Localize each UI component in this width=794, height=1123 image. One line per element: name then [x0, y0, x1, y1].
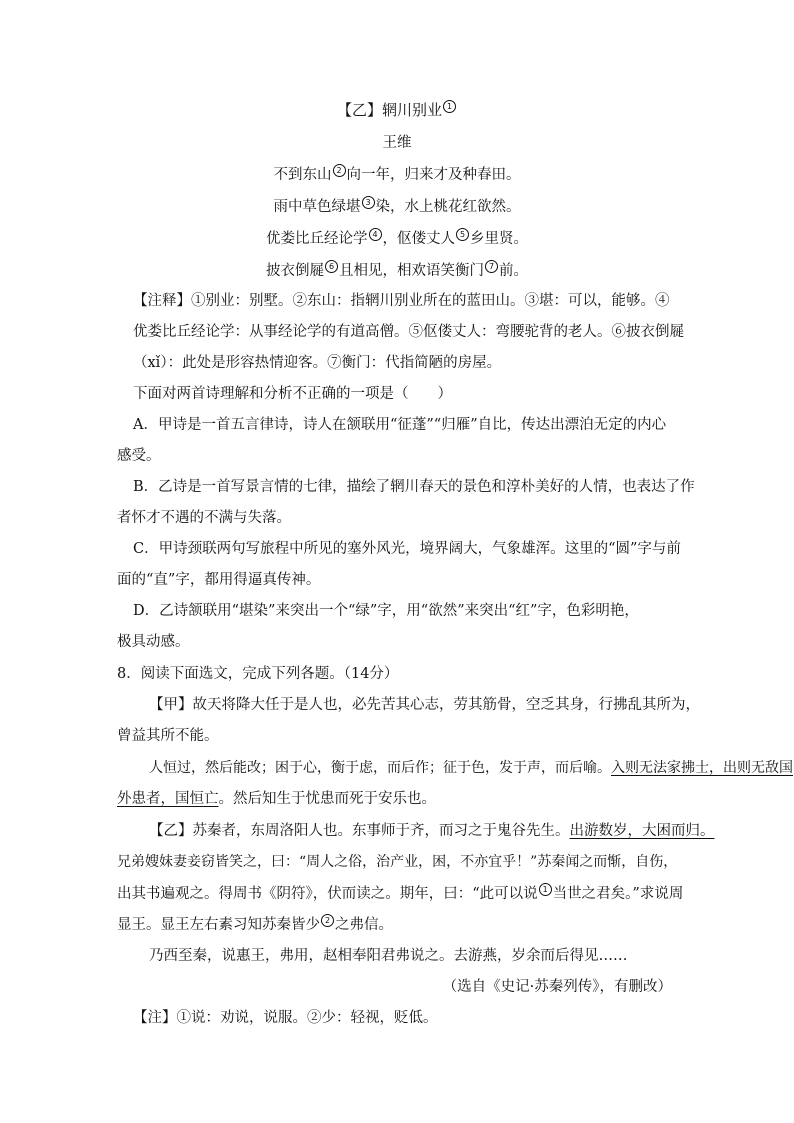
passage-jia-line-1: 【甲】故天将降大任于是人也，必先苦其心志，劳其筋骨，空乏其身，行拂乱其所为，: [149, 697, 700, 713]
poem-line-text: 染，水上桃花红欲然。: [375, 198, 521, 215]
passage-text: 当世之君矣。”求说周: [552, 885, 684, 902]
poem-line-text: 向一年，归来才及种春田。: [346, 166, 521, 183]
option-a-line-1: A．甲诗是一首五言律诗，诗人在颔联用“征蓬”“归雁”自比，传达出漂泊无定的内心: [133, 417, 667, 433]
footnote-marker-4: 4: [369, 228, 382, 241]
poem-line-text: 前。: [499, 262, 528, 279]
passage-jia-line-3: [149, 758, 793, 778]
poem-notes-line-3: （xǐ）：此处是形容热情迎客。⑦衡门：代指简陋的房屋。: [133, 355, 502, 371]
poem-line-text: 不到东山: [273, 166, 332, 183]
option-b-line-2: 者怀才不遇的不满与失落。: [117, 510, 291, 526]
poem-notes-line-1: 【注释】①别业：别墅。②东山：指辋川别业所在的蓝田山。③堪：可以，能够。④: [133, 293, 670, 309]
question-8-heading: 8．阅读下面选文，完成下列各题。（14分）: [117, 666, 399, 682]
poem-line-text: 且相见，相欢语笑衡门: [339, 262, 484, 279]
option-a-line-2: 感受。: [117, 448, 161, 464]
poem-line-4: [0, 260, 794, 281]
passage-jia-line-2: 曾益其所不能。: [117, 728, 219, 744]
passage-yi-line-3: [117, 883, 683, 904]
poem-title: [0, 100, 794, 120]
option-c-line-1: C．甲诗颈联两句写旅程中所见的塞外风光，境界阔大，气象雄浑。这里的“圆”字与前: [133, 541, 681, 557]
footnote-marker-7: 7: [485, 260, 498, 273]
passage-text: 人恒过，然后能改；困于心，衡于虑，而后作；征于色，发于声，而后喻。: [149, 760, 611, 776]
passage-yi-line-5: 乃西至秦，说惠王，弗用，赵相奉阳君弗说之。去游燕，岁余而后得见……: [149, 948, 628, 964]
poem-line-text: 乡里贤。: [470, 230, 528, 247]
poem-author: 王维: [382, 135, 412, 151]
footnote-marker-5: 5: [456, 228, 469, 241]
footnote-marker-2: 2: [333, 164, 346, 177]
passage-text: 显王。显王左右素习知苏秦皆少: [117, 916, 320, 933]
poem-line-2: [0, 196, 794, 217]
footnote-marker-3: 3: [362, 196, 375, 209]
poem-title-text: 【乙】辋川别业: [336, 101, 442, 119]
passage-source: （选自《史记·苏秦列传》，有删改）: [442, 979, 672, 995]
passage-text: 【乙】苏秦者，东周洛阳人也。东事师于齐，而习之于鬼谷先生。: [149, 823, 570, 839]
passage-text: 出其书遍观之。得周书《阴符》，伏而读之。期年，曰：“此可以说: [117, 885, 538, 902]
option-d-line-1: D．乙诗颔联用“堪染”来突出一个“绿”字，用“欲然”来突出“红”字，色彩明艳，: [133, 603, 639, 619]
footnote-marker-1: 1: [539, 883, 552, 896]
underlined-sentence: 出游数岁，大困而归。: [569, 823, 715, 839]
passage-text: 之弗信。: [335, 916, 393, 933]
passage-yi-line-2: 兄弟嫂妹妻妾窃皆笑之，曰：“周人之俗，治产业，困，不亦宜乎！”苏秦闻之而惭，自伤，: [117, 854, 678, 870]
passage-note: 【注】①说：劝说，说服。②少：轻视，贬低。: [133, 1010, 438, 1026]
passage-text: 。然后知生于忧患而死于安乐也。: [218, 791, 436, 807]
passage-yi-line-1: [149, 821, 715, 841]
question-7-stem: 下面对两首诗理解和分析不正确的一项是（ ）: [133, 386, 452, 402]
option-d-line-2: 极具动感。: [117, 634, 190, 650]
passage-jia-line-4: [117, 789, 436, 809]
footnote-marker-6: 6: [325, 260, 338, 273]
passage-yi-line-4: [117, 914, 393, 935]
poem-line-text: 披衣倒屣: [266, 262, 324, 279]
underlined-sentence: 外患者，国恒亡: [117, 791, 219, 807]
underlined-sentence: 入则无法家拂士，出则无敌国: [611, 760, 793, 776]
poem-line-3: [0, 228, 794, 249]
poem-line-text: ，伛偻丈人: [382, 230, 455, 247]
poem-line-1: [0, 164, 794, 185]
option-c-line-2: 面的“直”字，都用得逼真传神。: [117, 572, 321, 588]
poem-notes-line-2: 优娄比丘经论学：从事经论学的有道高僧。⑤伛偻丈人：弯腰驼背的老人。⑥披衣倒屣: [133, 324, 684, 340]
poem-line-text: 雨中草色绿堪: [273, 198, 361, 215]
footnote-marker-1: 1: [443, 100, 456, 113]
option-b-line-1: B．乙诗是一首写景言情的七律，描绘了辋川春天的景色和淳朴美好的人情，也表达了作: [133, 479, 695, 495]
footnote-marker-2: 2: [321, 914, 334, 927]
poem-line-text: 优娄比丘经论学: [266, 230, 368, 247]
